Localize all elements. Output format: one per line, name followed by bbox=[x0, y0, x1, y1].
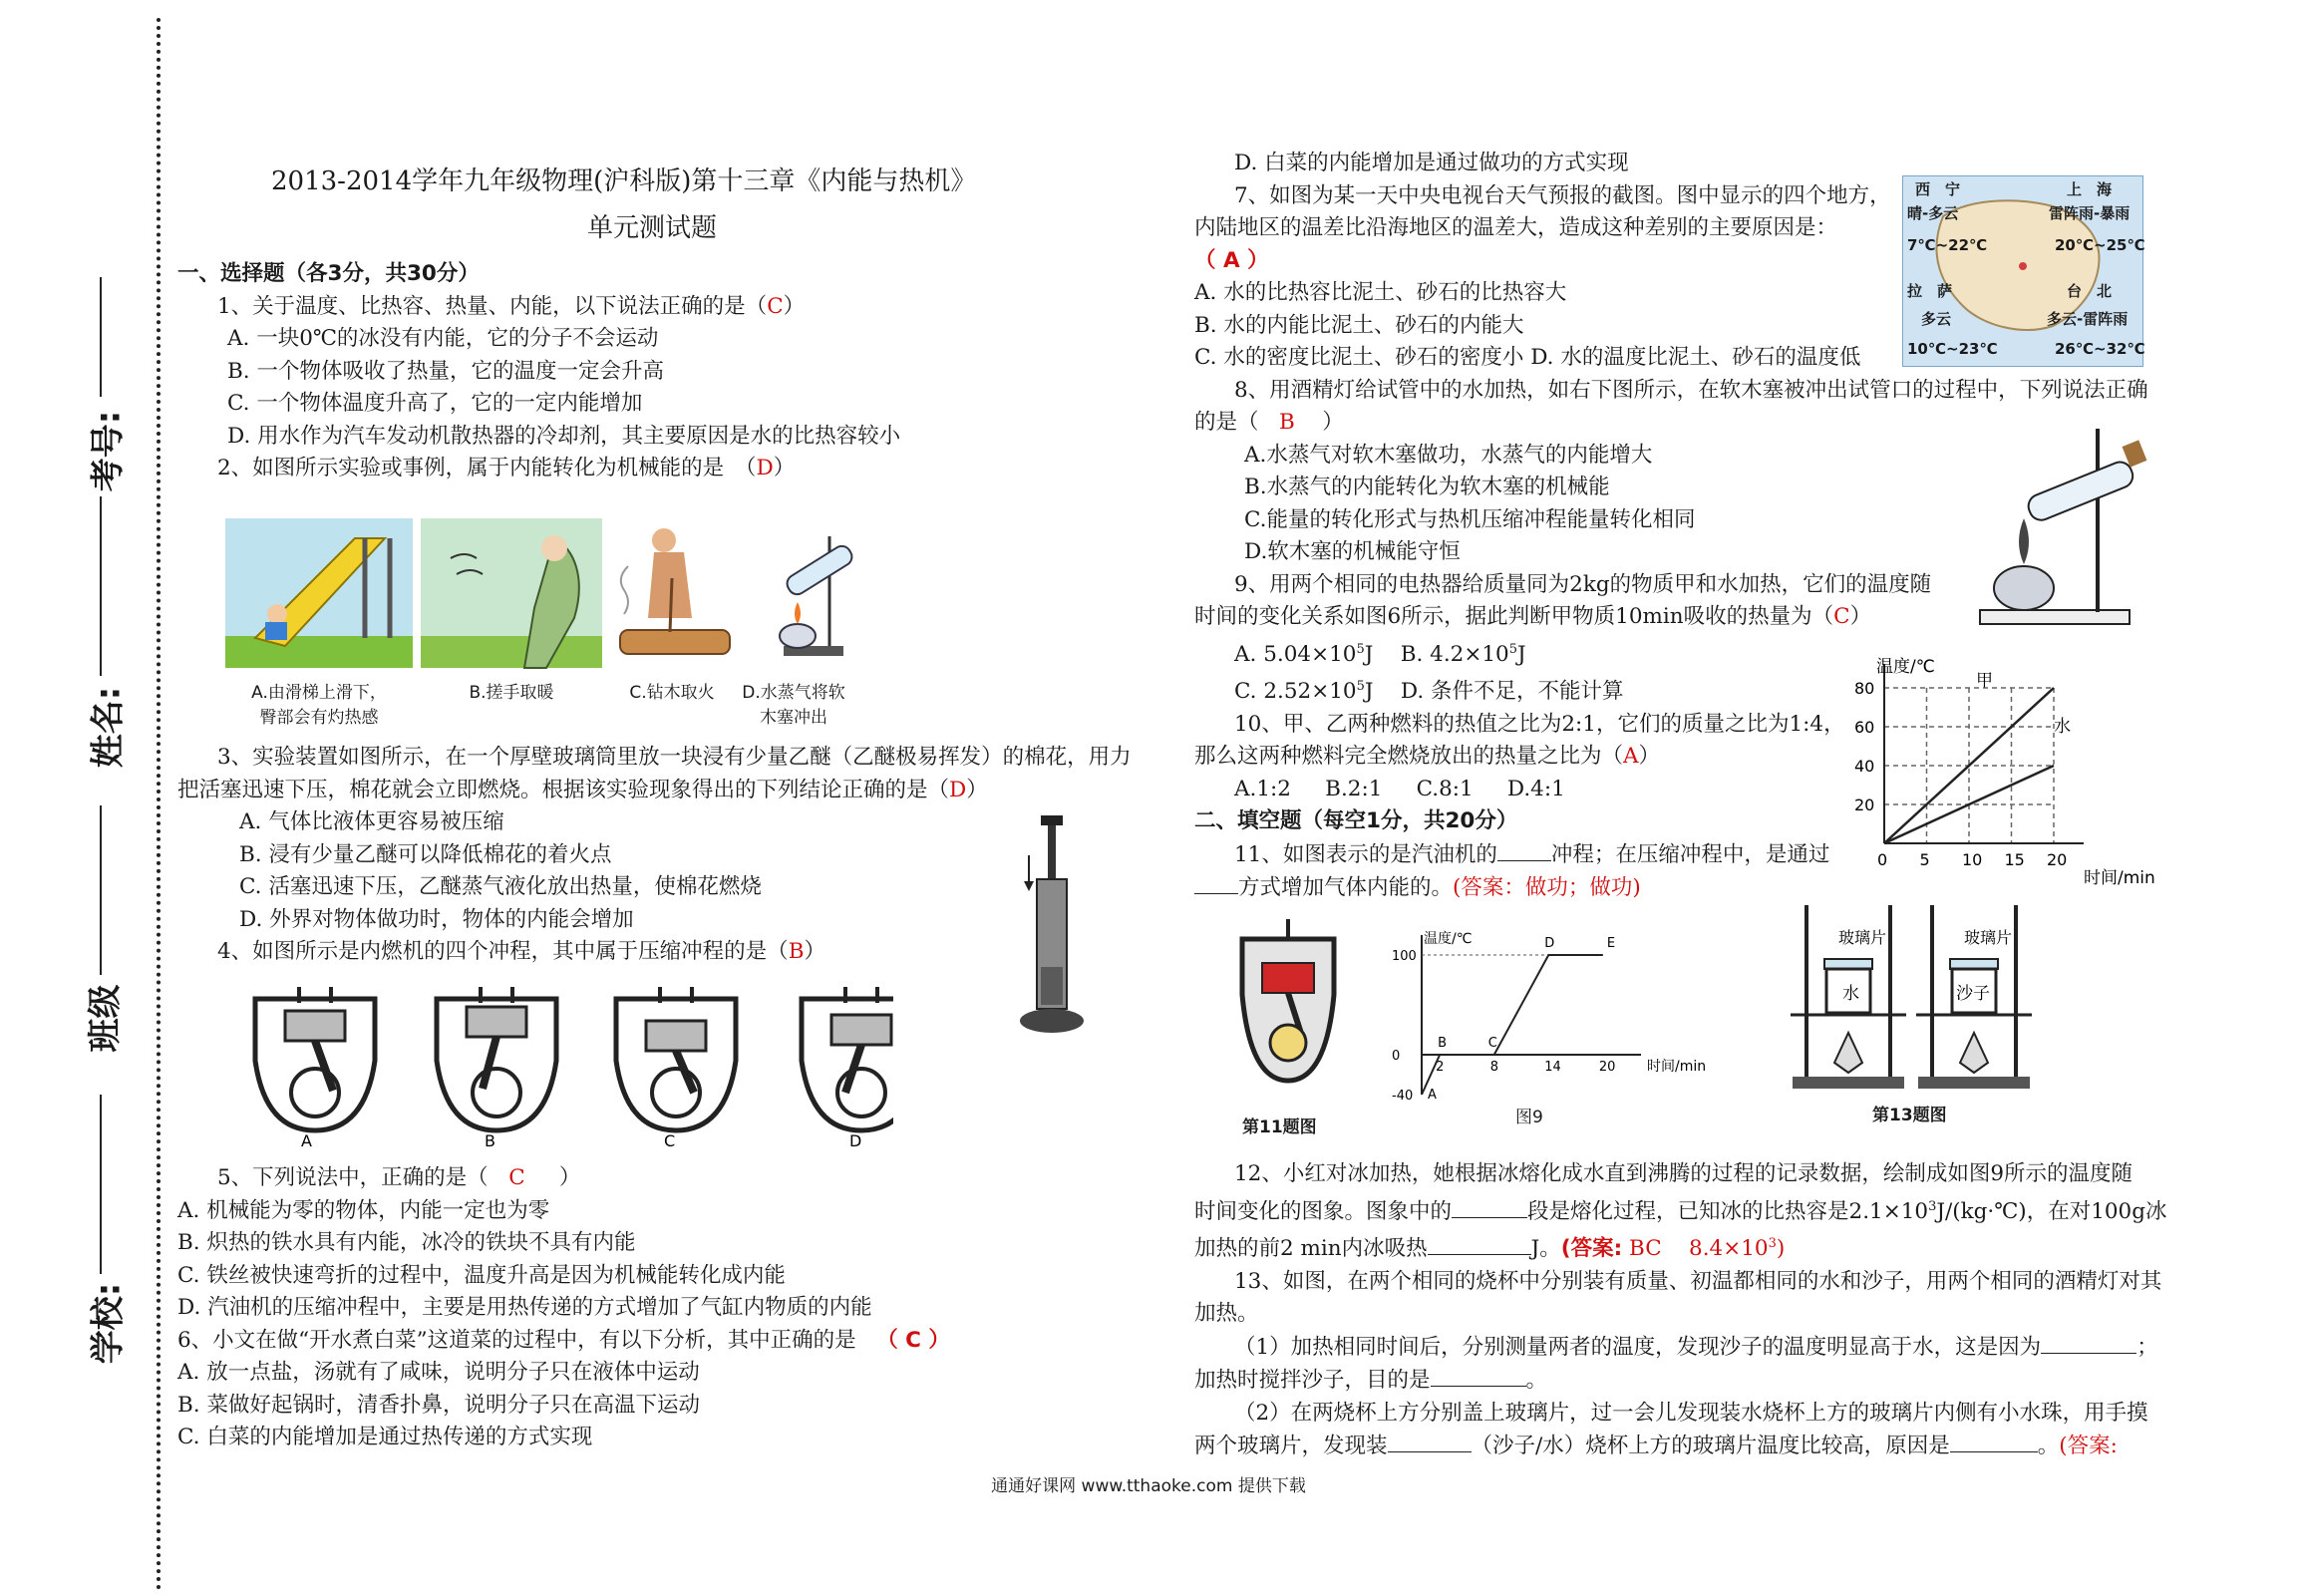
q8-option-d: D.软木塞的机械能守恒 bbox=[1244, 539, 1461, 564]
map-city-taipei: 台 北 bbox=[2067, 282, 2113, 300]
q7-answer: （ A ） bbox=[1194, 247, 1269, 273]
graph9-point-label: A bbox=[1428, 1088, 1437, 1103]
map-temp-lhasa: 10℃~23℃ bbox=[1907, 340, 1998, 358]
piston-rod bbox=[1048, 825, 1056, 879]
map-city-shanghai: 上 海 bbox=[2067, 180, 2113, 198]
sand-label: 沙子 bbox=[1956, 984, 1990, 1004]
footer: 通通好课网 www.tthaoke.com 提供下载 bbox=[991, 1476, 1306, 1496]
q9-stem-line1: 9、用两个相同的电热器给质量同为2kg的物质甲和水加热，它们的温度随 bbox=[1234, 571, 1932, 597]
engine-a bbox=[255, 987, 375, 1130]
q13-part2-line1: （2）在两烧杯上方分别盖上玻璃片，过一会儿发现装水烧杯上方的玻璃片内侧有小水珠，用手摸 bbox=[1234, 1400, 2148, 1426]
q1-option-d: D. 用水作为汽车发动机散热器的冷却剂，其主要原因是水的比热容较小 bbox=[227, 423, 901, 449]
section1-heading: 一、选择题（各3分，共30分） bbox=[177, 261, 480, 286]
graph9-xtick-label: 2 bbox=[1436, 1060, 1445, 1075]
graph6-xtick-label: 10 bbox=[1962, 850, 1983, 869]
q1-option-a: A. 一块0℃的冰没有内能，它的分子不会运动 bbox=[227, 326, 659, 351]
exam-number-blank bbox=[100, 277, 102, 397]
graph6-chart bbox=[1842, 652, 2161, 891]
q13-line2: 加热。 bbox=[1194, 1301, 1259, 1327]
q2-caption-a: A.由滑梯上滑下， 臀部会有灼热感 bbox=[251, 683, 387, 728]
q8-option-b: B.水蒸气的内能转化为软木塞的机械能 bbox=[1244, 475, 1610, 499]
q2-stem: 2、如图所示实验或事例，属于内能转化为机械能的是 （D） bbox=[217, 456, 796, 480]
engine-c bbox=[616, 987, 736, 1130]
q3-option-a: A. 气体比液体更容易被压缩 bbox=[239, 809, 504, 834]
graph9-chart bbox=[1376, 915, 1725, 1115]
q1-answer: C bbox=[767, 293, 784, 319]
q3-fire-syringe bbox=[1017, 815, 1087, 1041]
left-column-bottom bbox=[177, 1162, 1164, 1454]
map-temp-shanghai: 20℃~25℃ bbox=[2055, 236, 2145, 254]
graph9-ylabel: 温度/℃ bbox=[1424, 931, 1473, 947]
q3-stem-line1: 3、实验装置如图所示，在一个厚壁玻璃筒里放一块浸有少量乙醚（乙醚极易挥发）的棉花，用力 bbox=[217, 745, 1132, 770]
q11-engine bbox=[1228, 919, 1348, 1089]
graph6-ytick-label: 60 bbox=[1854, 718, 1875, 737]
q2-caption-c: C.钻木取火 bbox=[629, 683, 715, 703]
q5-option-a: A. 机械能为零的物体，内能一定也为零 bbox=[177, 1197, 550, 1223]
crankshaft bbox=[1270, 1025, 1306, 1061]
q5-answer: C bbox=[508, 1165, 525, 1190]
graph9-ytick-label: 100 bbox=[1392, 949, 1417, 964]
q7-weather-map bbox=[1902, 175, 2143, 367]
q3-option-d: D. 外界对物体做功时，物体的内能会增加 bbox=[239, 906, 634, 932]
q5-option-b: B. 炽热的铁水具有内能，冰冷的铁块不具有内能 bbox=[177, 1230, 636, 1255]
graph9-point-label: B bbox=[1438, 1036, 1448, 1051]
q12-line3: 加热的前2 min内冰吸热 J。(答案: BC $8.4\times 10^3$) bbox=[1194, 1228, 2191, 1266]
q1-option-b: B. 一个物体吸收了热量，它的温度一定会升高 bbox=[227, 358, 664, 384]
q6-option-b: B. 菜做好起锅时，清香扑鼻，说明分子只在高温下运动 bbox=[177, 1392, 700, 1418]
name-label: 姓名: bbox=[88, 686, 129, 769]
piston bbox=[1262, 963, 1314, 993]
left-column bbox=[177, 165, 1164, 485]
q12-line1: 12、小红对冰加热，她根据冰熔化成水直到沸腾的过程的记录数据，绘制成如图9所示的温度随 bbox=[1234, 1161, 2133, 1186]
q2-caption-b: B.搓手取暖 bbox=[469, 683, 554, 703]
q12-line2: 时间变化的图象。图象中的 段是熔化过程，已知冰的比热容是$2.1\times 10^3J/(kg\cdot℃)$，在对100g冰 bbox=[1194, 1191, 2191, 1229]
graph9-xtick-label: 8 bbox=[1489, 1060, 1499, 1075]
q11-line1: 11、如图表示的是汽油机的 冲程；在压缩冲程中，是通过 bbox=[1194, 838, 2191, 872]
q6-option-c: C. 白菜的内能增加是通过热传递的方式实现 bbox=[177, 1425, 593, 1449]
q2-figures bbox=[225, 518, 853, 730]
engine-label-a: A bbox=[301, 1131, 312, 1150]
q13-part1-line1: （1）加热相同时间后，分别测量两者的温度，发现沙子的温度明显高于水，这是因为 ； bbox=[1194, 1331, 2191, 1365]
graph6-series2-label: 水 bbox=[2054, 717, 2071, 737]
drill-stick bbox=[670, 578, 672, 632]
q4-answer: B bbox=[788, 939, 805, 964]
glass-label-2: 玻璃片 bbox=[1964, 928, 2013, 947]
section2-heading: 二、填空题（每空1分，共20分） bbox=[1194, 808, 1518, 834]
q3-option-c: C. 活塞迅速下压，乙醚蒸气液化放出热量，使棉花燃烧 bbox=[239, 874, 762, 899]
q13-line1: 13、如图，在两个相同的烧杯中分别装有质量、初温都相同的水和沙子，用两个相同的酒精灯对其 bbox=[1234, 1268, 2162, 1294]
binding-dotted-line bbox=[157, 18, 161, 1591]
graph9-xlabel: 时间/min bbox=[1647, 1059, 1707, 1075]
graph9-ytick-label: 0 bbox=[1392, 1049, 1401, 1064]
map-weather-shanghai: 雷阵雨-暴雨 bbox=[2049, 204, 2131, 222]
graph6-xtick-label: 0 bbox=[1877, 850, 1888, 869]
child-figure bbox=[267, 604, 287, 624]
graph9-xtick-label: 20 bbox=[1598, 1060, 1616, 1075]
q5-stem: 5、下列说法中，正确的是（ C ） bbox=[217, 1165, 581, 1190]
q5-option-d: D. 汽油机的压缩冲程中，主要是用热传递的方式增加了气缸内物质的内能 bbox=[177, 1295, 872, 1320]
wood-log bbox=[620, 630, 730, 654]
q2-illustrations bbox=[225, 518, 853, 678]
map-temp-taipei: 26℃~32℃ bbox=[2055, 340, 2145, 358]
school-blank bbox=[100, 1095, 102, 1274]
q7-option-b: B. 水的内能比泥土、砂石的内能大 bbox=[1194, 312, 1524, 338]
graph9-point-label: C bbox=[1487, 1036, 1497, 1051]
q6-answer: （ C ） bbox=[876, 1327, 950, 1353]
exam-title-line1: 2013-2014学年九年级物理(沪科版)第十三章《内能与热机》 bbox=[271, 166, 977, 196]
map-dot bbox=[2019, 262, 2027, 270]
q7-stem-line2: 内陆地区的温差比沿海地区的温差大，造成这种差别的主要原因是： bbox=[1194, 215, 1838, 240]
class-blank bbox=[100, 805, 102, 975]
graph6-xtick-label: 20 bbox=[2047, 850, 2068, 869]
man-figure bbox=[652, 528, 676, 552]
class-label: 班级 bbox=[85, 984, 126, 1053]
school-label: 学校: bbox=[88, 1282, 129, 1365]
alcohol-lamp bbox=[780, 624, 816, 648]
q11-line2: 方式增加气体内能的。(答案：做功；做功) bbox=[1194, 871, 2191, 905]
q8-option-c: C.能量的转化形式与热机压缩冲程能量转化相同 bbox=[1244, 506, 1696, 532]
q2-answer: D bbox=[756, 456, 774, 480]
map-weather-lhasa: 多云 bbox=[1921, 310, 1952, 328]
engine-label-b: B bbox=[485, 1131, 495, 1150]
graph6-ytick-label: 80 bbox=[1854, 679, 1875, 698]
q2-caption-d: D.水蒸气将软 木塞冲出 bbox=[742, 683, 845, 728]
q7-stem-line1: 7、如图为某一天中央电视台天气预报的截图。图中显示的四个地方， bbox=[1234, 182, 1891, 208]
water-label: 水 bbox=[1842, 984, 1859, 1004]
q3-option-b: B. 浸有少量乙醚可以降低棉花的着火点 bbox=[239, 841, 612, 867]
q13-part1-line2: 加热时搅拌沙子，目的是 。 bbox=[1194, 1364, 2191, 1398]
exam-number-label: 考号: bbox=[88, 410, 129, 492]
q6-option-d: D. 白菜的内能增加是通过做功的方式实现 bbox=[1234, 151, 1629, 175]
q9-options-ab: A. $5.04\times 10^5J$ B. $4.2\times 10^5J$ bbox=[1234, 641, 1526, 667]
q9-answer: C bbox=[1833, 604, 1850, 629]
q7-option-a: A. 水的比热容比泥土、砂石的比热容大 bbox=[1194, 280, 1567, 305]
exam-title-line2: 单元测试题 bbox=[587, 212, 718, 243]
lamp-2 bbox=[1960, 1033, 1988, 1073]
graph6-ylabel: 温度/℃ bbox=[1876, 657, 1935, 677]
q8-option-a: A.水蒸气对软木塞做功，水蒸气的内能增大 bbox=[1244, 442, 1653, 468]
q13-beakers bbox=[1787, 905, 2036, 1095]
cylinder-base bbox=[1020, 1009, 1084, 1033]
graph9-point-label: D bbox=[1544, 936, 1555, 951]
q3-stem-line2: 把活塞迅速下压，棉花就会立即燃烧。根据该实验现象得出的下列结论正确的是（D） bbox=[177, 777, 988, 802]
q4-engine-strokes bbox=[235, 981, 893, 1150]
engine-label-c: C bbox=[664, 1131, 676, 1150]
q4-stem: 4、如图所示是内燃机的四个冲程，其中属于压缩冲程的是（B） bbox=[217, 939, 826, 964]
q8-apparatus bbox=[1970, 419, 2149, 628]
graph6-xtick-label: 15 bbox=[2004, 850, 2025, 869]
q10-options: A.1:2 B.2:1 C.8:1 D.4:1 bbox=[1234, 776, 1565, 801]
graph9-temperature-line bbox=[1422, 955, 1603, 1095]
q12-answer-2: 8.4×10 bbox=[1689, 1236, 1769, 1262]
stand-base bbox=[1980, 610, 2130, 624]
test-tube-q8 bbox=[2025, 459, 2136, 523]
glass-label-1: 玻璃片 bbox=[1838, 928, 1887, 947]
graph9-caption: 图9 bbox=[1515, 1108, 1543, 1127]
q7-option-cd: C. 水的密度比泥土、砂石的密度小 D. 水的温度比泥土、砂石的温度低 bbox=[1194, 345, 1861, 370]
map-city-lhasa: 拉 萨 bbox=[1907, 282, 1953, 300]
q12-answer-1: BC bbox=[1629, 1236, 1662, 1262]
q13-caption: 第13题图 bbox=[1872, 1106, 1947, 1125]
graph9-marks bbox=[1422, 936, 1615, 1103]
graph6-series1-label: 甲 bbox=[1976, 671, 1993, 691]
graph9-ytick-label: -40 bbox=[1392, 1089, 1414, 1104]
q11-answer: (答案：做功；做功) bbox=[1453, 875, 1641, 901]
map-weather-xining: 晴-多云 bbox=[1907, 204, 1959, 222]
engine-label-d: D bbox=[849, 1131, 862, 1150]
q6-stem: 6、小文在做“开水煮白菜”这道菜的过程中，有以下分析，其中正确的是 （ C ） bbox=[177, 1327, 950, 1353]
graph6-ytick-label: 40 bbox=[1854, 757, 1875, 776]
alcohol-lamp-q8 bbox=[1994, 566, 2054, 610]
q8-stem-line1: 8、用酒精灯给试管中的水加热，如右下图所示，在软木塞被冲出试管口的过程中，下列说法正确 bbox=[1234, 377, 2148, 403]
engine-d bbox=[802, 987, 893, 1130]
q8-answer: B bbox=[1279, 410, 1295, 435]
q3-answer: D bbox=[949, 777, 967, 802]
q13-part2-line2: 两个玻璃片，发现装 （沙子/水）烧杯上方的玻璃片温度比较高，原因是 。(答案: bbox=[1194, 1430, 2191, 1463]
name-blank bbox=[100, 496, 102, 676]
map-city-xining: 西 宁 bbox=[1915, 180, 1961, 198]
q8-stem-line2: 的是（ B ） bbox=[1194, 410, 1344, 435]
graph6-xlabel: 时间/min bbox=[2084, 868, 2155, 888]
graph9-xtick-label: 14 bbox=[1544, 1060, 1561, 1075]
map-temp-xining: 7℃~22℃ bbox=[1907, 236, 1988, 254]
q9-stem-line2: 时间的变化关系如图6所示，据此判断甲物质10min吸收的热量为（C） bbox=[1194, 604, 1872, 629]
q5-option-c: C. 铁丝被快速弯折的过程中，温度升高是因为机械能转化成内能 bbox=[177, 1262, 786, 1288]
q10-stem-line1: 10、甲、乙两种燃料的热值之比为2:1，它们的质量之比为1:4， bbox=[1234, 711, 1845, 737]
graph6-ytick-label: 20 bbox=[1854, 796, 1875, 814]
engine-b bbox=[437, 987, 556, 1130]
q9-options-cd: C. $2.52\times 10^5J$ D. 条件不足，不能计算 bbox=[1234, 679, 1624, 705]
q10-answer: A bbox=[1623, 744, 1639, 770]
q10-stem-line2: 那么这两种燃料完全燃烧放出的热量之比为（A） bbox=[1194, 744, 1661, 770]
right-column-bottom bbox=[1194, 1158, 2191, 1463]
lamp-1 bbox=[1834, 1033, 1862, 1073]
flame-q8 bbox=[2019, 518, 2029, 564]
q1-option-c: C. 一个物体温度升高了，它的一定内能增加 bbox=[227, 391, 643, 416]
q11-caption: 第11题图 bbox=[1242, 1117, 1317, 1137]
q6-option-a: A. 放一点盐，汤就有了咸味，说明分子只在液体中运动 bbox=[177, 1360, 700, 1385]
q1-stem: 1、关于温度、比热容、热量、内能，以下说法正确的是（C） bbox=[217, 293, 806, 319]
graph6-xtick-label: 5 bbox=[1919, 850, 1930, 869]
slide-grass bbox=[225, 636, 413, 668]
map-weather-taipei: 多云-雷阵雨 bbox=[2047, 310, 2129, 328]
graph9-point-label: E bbox=[1606, 936, 1616, 951]
